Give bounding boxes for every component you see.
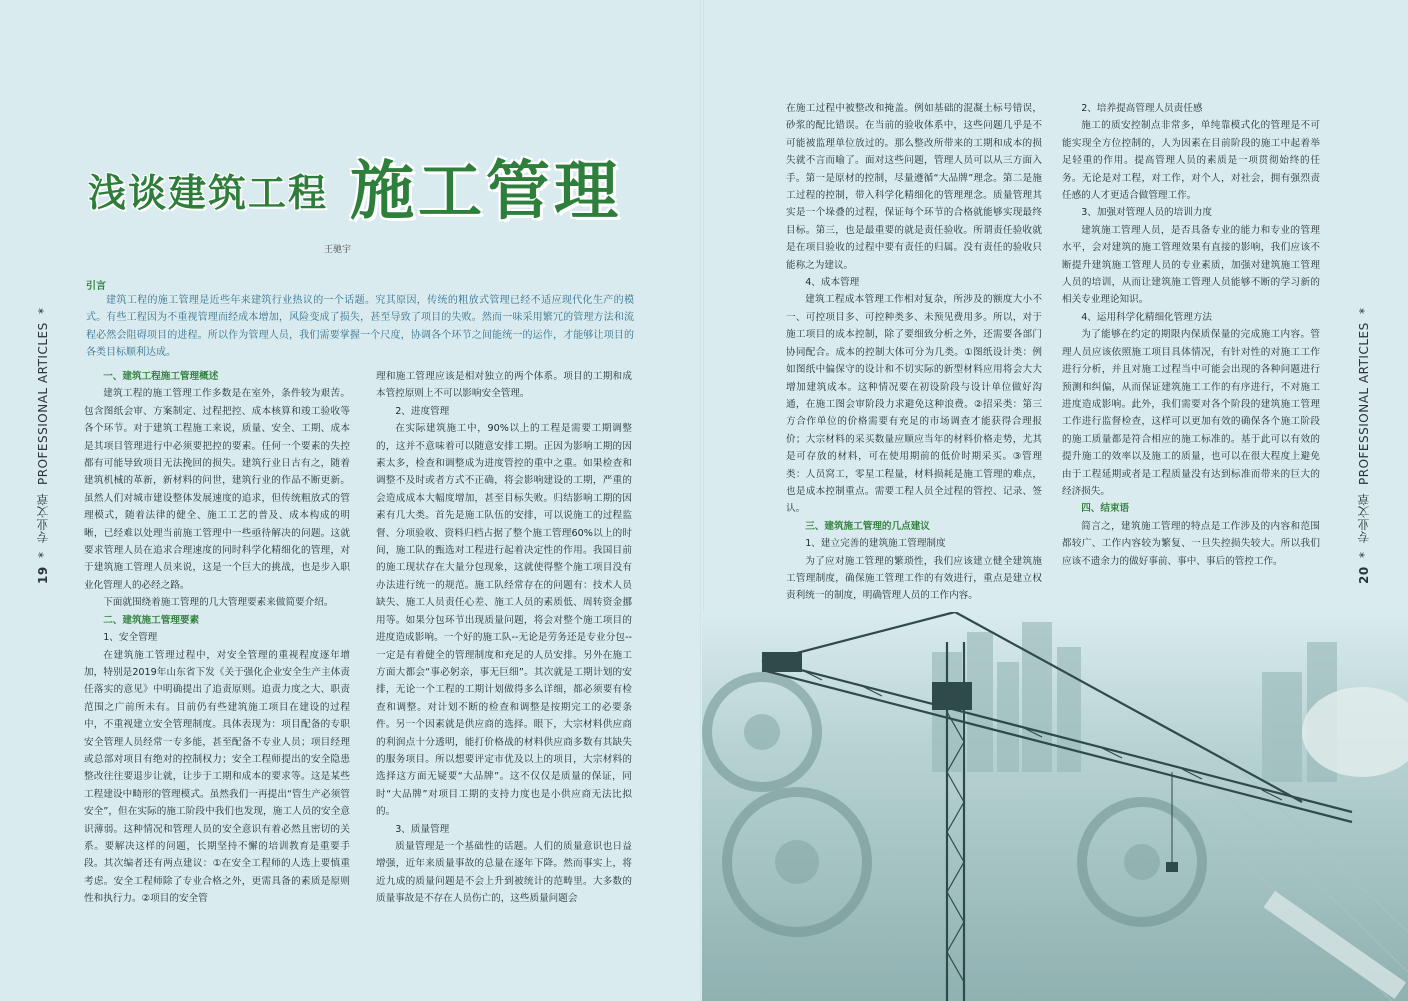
column-4 — [1062, 100, 1320, 570]
paragraph: 为了能够在约定的期限内保质保量的完成施工内容。管理人员应该依照施工项目具体情况，有针对性的对施工工作进行分析，并且对施工过程当中可能会出现的各种问题进行预测和纠偏，从而保证建筑施工工作的有序进行，不对施工进度造成影响。此外，我们需要对各个阶段的建筑施工管理工作进行监督检查，这样可以更加有效的确保各个施工阶段的施工质量都是符合相应的施工标准的。基于此可以有效的提升施工的效率以及施工的质量，也可以在很大程度上避免由于工程延期或者是工程质量没有达到标准而带来的巨大的经济损失。 — [1062, 329, 1320, 497]
section-heading: 三、建筑施工管理的几点建议 — [805, 520, 930, 532]
paragraph: 在实际建筑施工中，90%以上的工程是需要工期调整的，这并不意味着可以随意安排工期。正因为影响工期的因素太多，检查和调整成为进度管控的重中之重。如果检查和调整不及时或者方式不正确，将会影响建设的工期，严重的会造成成本大幅度增加，甚至目标失败。归结影响工期的因素有几大类。首先是施工队伍的安排，可以说施工的过程监督、分项验收、资料归档占据了整个施工管理60%以上的时间，施工队的甄选对工程进行起着决定性的作用。我国目前的施工现状存在大量分包现象，这就使得整个施工项目没有办法进行统一的规范。施工队经常存在的问题有：技术人员缺失、施工人员责任心差、施工人员的素质低、周转资金挪用等。如果分包环节出现质量问题，将会对整个施工项目的进度造成影响。一个好的施工队--无论是劳务还是专业分包--一定是有着健全的管理制度和充足的人员安排。另外在施工方面大都会“事必躬亲，事无巨细”。其次就是工期计划的安排，无论一个工程的工期计划做得多么详细，都必须要有检查和调整。对计划不断的检查和调整是按期完工的必要条件。另一个因素就是供应商的选择。眼下，大宗材料供应商的利润点十分透明，能打价格战的材料供应商多数有其缺失的服务项目。所以想要评定市优及以上的项目，大宗材料的选择这方面无疑要“大品牌”。这不仅仅是质量的保证，同时“大品牌”对项目工期的支持力度也是小供应商无法比拟的。 — [376, 423, 632, 818]
article-title — [88, 140, 648, 229]
paragraph: 下面就围绕着施工管理的几大管理要素来做简要介绍。 — [103, 597, 334, 609]
right-page-number: 20 — [1357, 566, 1371, 584]
left-section-cn: 专业文章 — [36, 493, 50, 544]
crane-photo-icon — [702, 612, 1408, 1001]
construction-crane-illustration — [702, 612, 1408, 1001]
paragraph: 建筑施工管理人员，是否具备专业的能力和专业的管理水平，会对建筑的施工管理效果有直接的影响，我们应该不断提升建筑施工管理人员的专业素质，加强对建筑施工管理人员的培训，从而让建筑施工管理人员能够不断的学习新的相关专业理论知识。 — [1062, 224, 1320, 306]
paragraph-continued: 在施工过程中被整改和掩盖。例如基础的混凝土标号错误，砂浆的配比错误。在当前的验收体系中，这些问题几乎是不可能被监理单位放过的。那么整改所带来的工期和成本的损失就不言而喻了。面对这些问题，管理人员可以从三方面入手。第一是原材的控制，尽量遵循“大品牌”理念。第二是施工过程的控制，带入科学化精细化的管理理念。质量管理其实是一个垛叠的过程，保证每个环节的合格就能够实现最终目标。第三，也是最重要的就是责任验收。所谓责任验收就是在项目验收的过程中要有责任的归属。没有责任的验收只能称之为建议。 — [786, 103, 1042, 271]
title-part-big: 施工管理 — [350, 154, 622, 229]
intro-text — [86, 292, 634, 361]
author: 王驰宇 — [324, 245, 352, 255]
paragraph: 建筑工程成本管理工作相对复杂，所涉及的额度大小不一、可控项目多、可控种类多、未预见费用多。所以，对于施工项目的成本控制，除了要细致分析之外，还需要各部门协同配合。成本的控制大体可分为几类。①图纸设计类：例如图纸中偏保守的设计和不切实际的新型材料应用将会大大增加建筑成本。这种情况要在初设阶段与设计单位做好沟通，在施工图会审阶段力求避免这种浪费。②招采类：第三方合作单位的价格需要有充足的市场调查才能获得合理报价；大宗材料的采买数量应顺应当年的材料价格走势，尤其是可存放的材料，可在使用期前的低价时期采买。③管理类：人员窝工，零星工程量，材料损耗是施工管理的难点，也是成本控制重点。需要工程人员全过程的管控、记录、签认。 — [786, 294, 1042, 515]
sub-heading: 3、质量管理 — [395, 823, 450, 835]
intro-paragraph: 建筑工程的施工管理是近些年来建筑行业热议的一个话题。究其原因，传统的粗放式管理已经不适应现代化生产的模式。有些工程因为不重视管理而经成本增加，风险变成了损失，甚至导致了项目的失败。然而一味采用繁冗的管理方法和流程必然会阻碍项目的进程。所以作为管理人员，我们需要掌握一个尺度，协调各个环节之间能统一的运作，才能够让项目的各类目标顺利达成。 — [86, 295, 634, 358]
sub-heading: 2、进度管理 — [395, 405, 450, 417]
paragraph: 施工的质安控制点非常多，单纯靠模式化的管理是不可能实现全方位控制的，人为因素在目前阶段的施工中起着举足轻重的作用。提高管理人员的素质是一项贯彻始终的任务。无论是对工程，对工作，对个人，对社会，拥有强烈责任感的人才更适合做管理工作。 — [1062, 120, 1320, 202]
section-heading: 一、建筑工程施工管理概述 — [103, 371, 219, 382]
left-section-label: 19 * 专业文章 PROFESSIONAL ARTICLES * — [36, 307, 50, 584]
sub-heading: 1、建立完善的建筑施工管理制度 — [805, 538, 946, 550]
paragraph: 为了应对施工管理的繁琐性，我们应该建立健全建筑施工管理制度，确保施工管理工作的有效进行，重点是建立权责利统一的制度，明确管理人员的工作内容。 — [786, 555, 1042, 602]
left-page-number: 19 — [36, 566, 50, 584]
left-section-en: PROFESSIONAL ARTICLES — [36, 322, 50, 485]
paragraph: 简言之，建筑施工管理的特点是工作涉及的内容和范围都较广、工作内容较为繁复、一旦失控损失较大。所以我们应该不遗余力的做好事前、事中、事后的管控工作。 — [1062, 520, 1320, 567]
right-section-en: PROFESSIONAL ARTICLES — [1357, 322, 1371, 485]
paragraph-continued: 理和施工管理应该是相对独立的两个体系。项目的工期和成本管控原则上不可以影响安全管理。 — [376, 371, 632, 400]
right-section-cn: 专业文章 — [1357, 493, 1371, 544]
paragraph: 质量管理是一个基础性的话题。人们的质量意识也日益增强，近年来质量事故的总量在逐年下降。然而事实上，将近九成的质量问题是不会上升到被统计的范畴里。大多数的质量事故是不存在人员伤亡的，这些质量问题会 — [376, 840, 632, 905]
paragraph: 建筑工程的施工管理工作多数是在室外，条件较为艰苦。包含图纸会审、方案制定、过程把控、成本核算和竣工验收等各个环节。对于建筑工程施工来说，质量、安全、工期、成本是其项目管理进行中必须要把控的要素。任何一个要素的失控都有可能导致项目无法挽回的损失。建筑行业日古有之，随着建筑机械的革新，新材料的问世，建筑行业的作品不断更新。虽然人们对城市建设整体发展速度的追求，但传统粗放式的管理模式，随着法律的健全、施工工艺的普及、成本构成的明晰，已经难以处理当前施工管理中一些亟待解决的问题。这就要求管理人员在追求合理速度的同时科学化精细化的管理，对于建筑施工管理人员来说，这是一个巨大的挑战，也是步入职业化管理人的必经之路。 — [84, 388, 350, 591]
paragraph: 在建筑施工管理过程中，对安全管理的重视程度逐年增加，特别是2019年山东省下发《关于强化企业安全生产主体责任落实的意见》中明确提出了追责原则。追责力度之大、职责范围之广前所未有。目前仍有些建筑施工项目在建设的过程中，不重视建立安全管理制度。具体表现为：项目配备的专职安全管理人员经常一专多能，甚至配备不专业人员；项目经理或总部对项目有绝对的控制权力；安全工程师提出的安全隐患整改往往要退步让就，让步于工期和成本的要求等。这是某些工程建设中畸形的管理模式。虽然我们一再提出“管生产必须管安全”，但在实际的施工阶段中我们也发现，施工人员的安全意识薄弱。这种情况和管理人员的安全意识有着必然且密切的关系。要解决这样的问题，长期坚持不懈的培训教育是重要手段。其次编者还有两点建议：①在安全工程师的人选上要慎重考虑。安全工程师除了专业合格之外，更需具备的素质是原则性和执行力。②项目的安全管 — [84, 649, 350, 905]
intro-heading: 引言 — [86, 281, 106, 292]
column-2 — [376, 368, 632, 908]
title-part-small: 浅谈建筑工程 — [88, 170, 329, 215]
sub-heading: 2、培养提高管理人员责任感 — [1081, 103, 1203, 114]
column-1 — [84, 368, 350, 908]
right-section-label: 20 * 专业文章 PROFESSIONAL ARTICLES * — [1357, 307, 1371, 584]
section-heading: 四、结束语 — [1081, 503, 1130, 515]
section-heading: 二、建筑施工管理要素 — [103, 614, 200, 626]
column-3 — [786, 100, 1042, 605]
sub-heading: 3、加强对管理人员的培训力度 — [1081, 207, 1213, 219]
sub-heading: 4、运用科学化精细化管理方法 — [1081, 311, 1213, 323]
sub-heading: 1、安全管理 — [103, 632, 158, 644]
sub-heading: 4、成本管理 — [805, 277, 860, 289]
